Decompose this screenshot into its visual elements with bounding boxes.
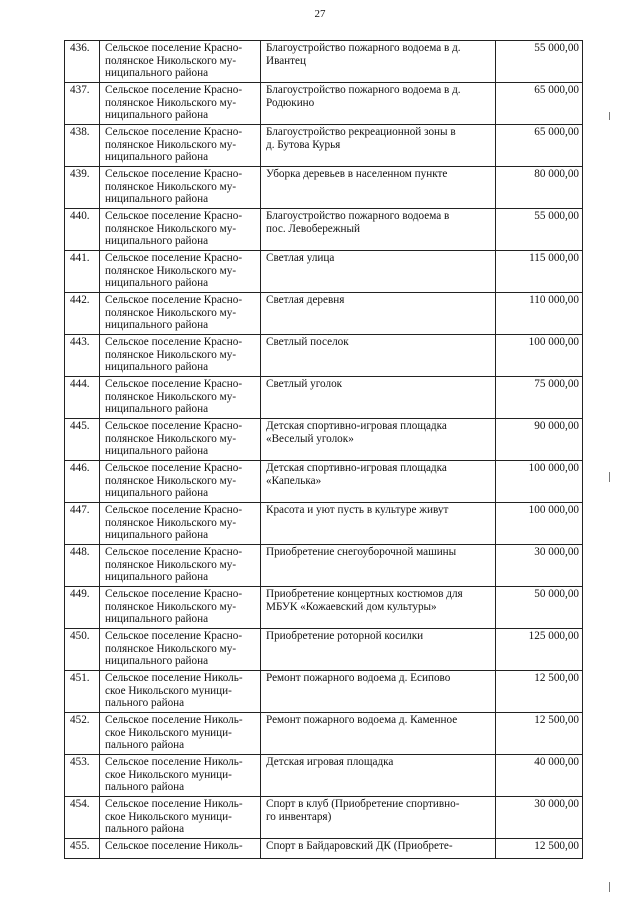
margin-mark	[609, 882, 610, 892]
settlement-line: ниципального района	[105, 655, 209, 668]
row-number: 443.	[65, 335, 100, 377]
project-line: «Капелька»	[266, 474, 322, 487]
table-row	[65, 335, 583, 377]
page-number: 27	[314, 8, 326, 20]
settlement-cell	[100, 251, 261, 293]
settlement-line: пального района	[105, 739, 185, 752]
settlement-line: Сельское поселение Красно-	[105, 336, 243, 348]
project-cell	[261, 755, 496, 797]
project-cell	[261, 503, 496, 545]
settlement-line: ское Никольского муници-	[105, 684, 232, 697]
table-row	[65, 125, 583, 167]
row-number: 446.	[65, 461, 100, 503]
settlement-line: полянское Никольского му-	[105, 516, 237, 529]
settlement-cell	[100, 335, 261, 377]
table-row	[65, 251, 583, 293]
project-line: Детская спортивно-игровая площадка	[266, 420, 447, 432]
settlement-line: полянское Никольского му-	[105, 558, 237, 571]
settlement-line: ское Никольского муници-	[105, 768, 232, 781]
project-line: пос. Левобережный	[266, 222, 360, 235]
amount-cell: 50 000,00	[496, 587, 583, 629]
settlement-line: пального района	[105, 823, 185, 836]
project-line: Светлый поселок	[266, 336, 349, 348]
settlement-line: полянское Никольского му-	[105, 138, 237, 151]
table-row	[65, 755, 583, 797]
project-cell	[261, 209, 496, 251]
project-line: Родюкино	[266, 96, 315, 109]
amount-cell: 65 000,00	[496, 125, 583, 167]
project-cell	[261, 419, 496, 461]
settlement-line: полянское Никольского му-	[105, 180, 237, 193]
amount-cell: 75 000,00	[496, 377, 583, 419]
project-line: Светлый уголок	[266, 378, 343, 390]
row-number: 445.	[65, 419, 100, 461]
row-number: 442.	[65, 293, 100, 335]
settlement-line: Сельское поселение Красно-	[105, 168, 243, 180]
row-number: 452.	[65, 713, 100, 755]
settlement-line: полянское Никольского му-	[105, 222, 237, 235]
table-row	[65, 503, 583, 545]
settlement-line: Сельское поселение Красно-	[105, 546, 243, 558]
amount-cell: 30 000,00	[496, 797, 583, 839]
settlement-line: ниципального района	[105, 571, 209, 584]
settlement-line: Сельское поселение Красно-	[105, 630, 243, 642]
settlement-line: Сельское поселение Красно-	[105, 588, 243, 600]
project-cell	[261, 335, 496, 377]
settlement-line: Сельское поселение Красно-	[105, 42, 243, 54]
settlement-cell	[100, 503, 261, 545]
row-number: 451.	[65, 671, 100, 713]
settlement-line: ское Никольского муници-	[105, 726, 232, 739]
table-row	[65, 713, 583, 755]
settlement-line: ниципального района	[105, 319, 209, 332]
settlement-line: ниципального района	[105, 109, 209, 122]
amount-cell: 100 000,00	[496, 461, 583, 503]
row-number: 447.	[65, 503, 100, 545]
project-cell	[261, 713, 496, 755]
amount-cell: 65 000,00	[496, 83, 583, 125]
settlement-cell	[100, 713, 261, 755]
table-row	[65, 839, 583, 859]
row-number: 438.	[65, 125, 100, 167]
settlement-line: Сельское поселение Николь-	[105, 714, 243, 726]
settlement-line: Сельское поселение Красно-	[105, 210, 243, 222]
row-number: 454.	[65, 797, 100, 839]
amount-cell: 40 000,00	[496, 755, 583, 797]
project-line: Ремонт пожарного водоема д. Есипово	[266, 672, 451, 684]
amount-cell: 100 000,00	[496, 503, 583, 545]
project-line: Детская спортивно-игровая площадка	[266, 462, 447, 474]
settlement-line: Сельское поселение Красно-	[105, 462, 243, 474]
project-cell	[261, 461, 496, 503]
project-line: Ивантец	[266, 54, 307, 67]
settlement-line: ниципального района	[105, 277, 209, 290]
project-line: Детская игровая площадка	[266, 756, 394, 768]
settlement-line: ниципального района	[105, 613, 209, 626]
amount-cell: 55 000,00	[496, 41, 583, 83]
settlement-cell	[100, 125, 261, 167]
settlement-line: ниципального района	[105, 67, 209, 80]
project-line: Приобретение роторной косилки	[266, 630, 424, 642]
table-row	[65, 209, 583, 251]
settlement-cell	[100, 209, 261, 251]
amount-cell: 12 500,00	[496, 671, 583, 713]
settlement-line: Сельское поселение Красно-	[105, 84, 243, 96]
project-line: го инвентаря)	[266, 810, 332, 823]
settlement-line: пального района	[105, 781, 185, 794]
amount-cell: 80 000,00	[496, 167, 583, 209]
settlement-cell	[100, 671, 261, 713]
settlement-cell	[100, 839, 261, 859]
settlement-line: ское Никольского муници-	[105, 810, 232, 823]
project-line: Спорт в Байдаровский ДК (Приобрете-	[266, 840, 453, 852]
project-line: Благоустройство пожарного водоема в	[266, 210, 450, 222]
settlement-cell	[100, 797, 261, 839]
settlement-line: Сельское поселение Красно-	[105, 294, 243, 306]
project-line: МБУК «Кожаевский дом культуры»	[266, 600, 437, 613]
row-number: 441.	[65, 251, 100, 293]
project-cell	[261, 377, 496, 419]
project-cell	[261, 293, 496, 335]
settlement-line: Сельское поселение Красно-	[105, 126, 243, 138]
amount-cell: 55 000,00	[496, 209, 583, 251]
amount-cell: 115 000,00	[496, 251, 583, 293]
row-number: 450.	[65, 629, 100, 671]
settlement-line: полянское Никольского му-	[105, 432, 237, 445]
settlement-line: ниципального района	[105, 487, 209, 500]
settlement-line: Сельское поселение Красно-	[105, 252, 243, 264]
amount-cell: 12 500,00	[496, 839, 583, 859]
settlement-line: ниципального района	[105, 403, 209, 416]
project-cell	[261, 545, 496, 587]
settlement-line: полянское Никольского му-	[105, 306, 237, 319]
settlement-line: ниципального района	[105, 529, 209, 542]
settlement-cell	[100, 167, 261, 209]
project-line: Благоустройство рекреационной зоны в	[266, 126, 456, 138]
row-number: 448.	[65, 545, 100, 587]
project-cell	[261, 629, 496, 671]
settlement-line: полянское Никольского му-	[105, 348, 237, 361]
project-line: Ремонт пожарного водоема д. Каменное	[266, 714, 458, 726]
settlement-cell	[100, 629, 261, 671]
project-line: «Веселый уголок»	[266, 432, 354, 445]
project-line: Благоустройство пожарного водоема в д.	[266, 42, 461, 54]
project-cell	[261, 125, 496, 167]
settlement-line: Сельское поселение Красно-	[105, 420, 243, 432]
project-line: Уборка деревьев в населенном пункте	[266, 168, 448, 180]
project-cell	[261, 251, 496, 293]
project-line: Спорт в клуб (Приобретение спортивно-	[266, 798, 460, 810]
margin-mark	[609, 112, 610, 120]
settlement-line: полянское Никольского му-	[105, 642, 237, 655]
amount-cell: 100 000,00	[496, 335, 583, 377]
settlement-cell	[100, 41, 261, 83]
project-line: Благоустройство пожарного водоема в д.	[266, 84, 461, 96]
settlement-line: ниципального района	[105, 151, 209, 164]
settlement-cell	[100, 461, 261, 503]
settlement-line: Сельское поселение Красно-	[105, 378, 243, 390]
amount-cell: 125 000,00	[496, 629, 583, 671]
row-number: 436.	[65, 41, 100, 83]
table-row	[65, 41, 583, 83]
settlement-line: пального района	[105, 697, 185, 710]
table-row	[65, 461, 583, 503]
project-cell	[261, 83, 496, 125]
settlement-line: ниципального района	[105, 193, 209, 206]
settlement-cell	[100, 83, 261, 125]
table-row	[65, 293, 583, 335]
settlement-cell	[100, 755, 261, 797]
project-line: Светлая деревня	[266, 294, 345, 306]
projects-table	[64, 40, 583, 859]
settlement-line: ниципального района	[105, 235, 209, 248]
row-number: 439.	[65, 167, 100, 209]
row-number: 453.	[65, 755, 100, 797]
row-number: 444.	[65, 377, 100, 419]
table-row	[65, 545, 583, 587]
settlement-line: Сельское поселение Николь-	[105, 756, 243, 768]
table-row	[65, 419, 583, 461]
project-cell	[261, 167, 496, 209]
settlement-line: полянское Никольского му-	[105, 390, 237, 403]
row-number: 455.	[65, 839, 100, 859]
amount-cell: 110 000,00	[496, 293, 583, 335]
row-number: 440.	[65, 209, 100, 251]
project-cell	[261, 797, 496, 839]
amount-cell: 12 500,00	[496, 713, 583, 755]
settlement-cell	[100, 587, 261, 629]
project-line: Красота и уют пусть в культуре живут	[266, 504, 449, 516]
project-line: Светлая улица	[266, 252, 335, 264]
table-row	[65, 83, 583, 125]
project-line: Приобретение снегоуборочной машины	[266, 546, 457, 558]
settlement-line: Сельское поселение Красно-	[105, 504, 243, 516]
project-line: д. Бутова Курья	[266, 138, 341, 151]
settlement-line: ниципального района	[105, 445, 209, 458]
table-row	[65, 671, 583, 713]
row-number: 437.	[65, 83, 100, 125]
settlement-cell	[100, 377, 261, 419]
project-cell	[261, 587, 496, 629]
margin-mark	[609, 472, 610, 482]
table-row	[65, 167, 583, 209]
table-row	[65, 377, 583, 419]
settlement-line: ниципального района	[105, 361, 209, 374]
amount-cell: 30 000,00	[496, 545, 583, 587]
settlement-line: полянское Никольского му-	[105, 96, 237, 109]
projects-table-body	[65, 41, 583, 859]
project-cell	[261, 671, 496, 713]
table-row	[65, 629, 583, 671]
amount-cell: 90 000,00	[496, 419, 583, 461]
row-number: 449.	[65, 587, 100, 629]
table-row	[65, 797, 583, 839]
settlement-line: Сельское поселение Николь-	[105, 672, 243, 684]
settlement-line: полянское Никольского му-	[105, 600, 237, 613]
settlement-line: полянское Никольского му-	[105, 54, 237, 67]
settlement-cell	[100, 545, 261, 587]
settlement-line: Сельское поселение Николь-	[105, 798, 243, 810]
project-cell	[261, 41, 496, 83]
settlement-line: полянское Никольского му-	[105, 264, 237, 277]
settlement-cell	[100, 419, 261, 461]
table-row	[65, 587, 583, 629]
settlement-line: полянское Никольского му-	[105, 474, 237, 487]
settlement-cell	[100, 293, 261, 335]
project-line: Приобретение концертных костюмов для	[266, 588, 463, 600]
project-cell	[261, 839, 496, 859]
settlement-line: Сельское поселение Николь-	[105, 840, 243, 852]
